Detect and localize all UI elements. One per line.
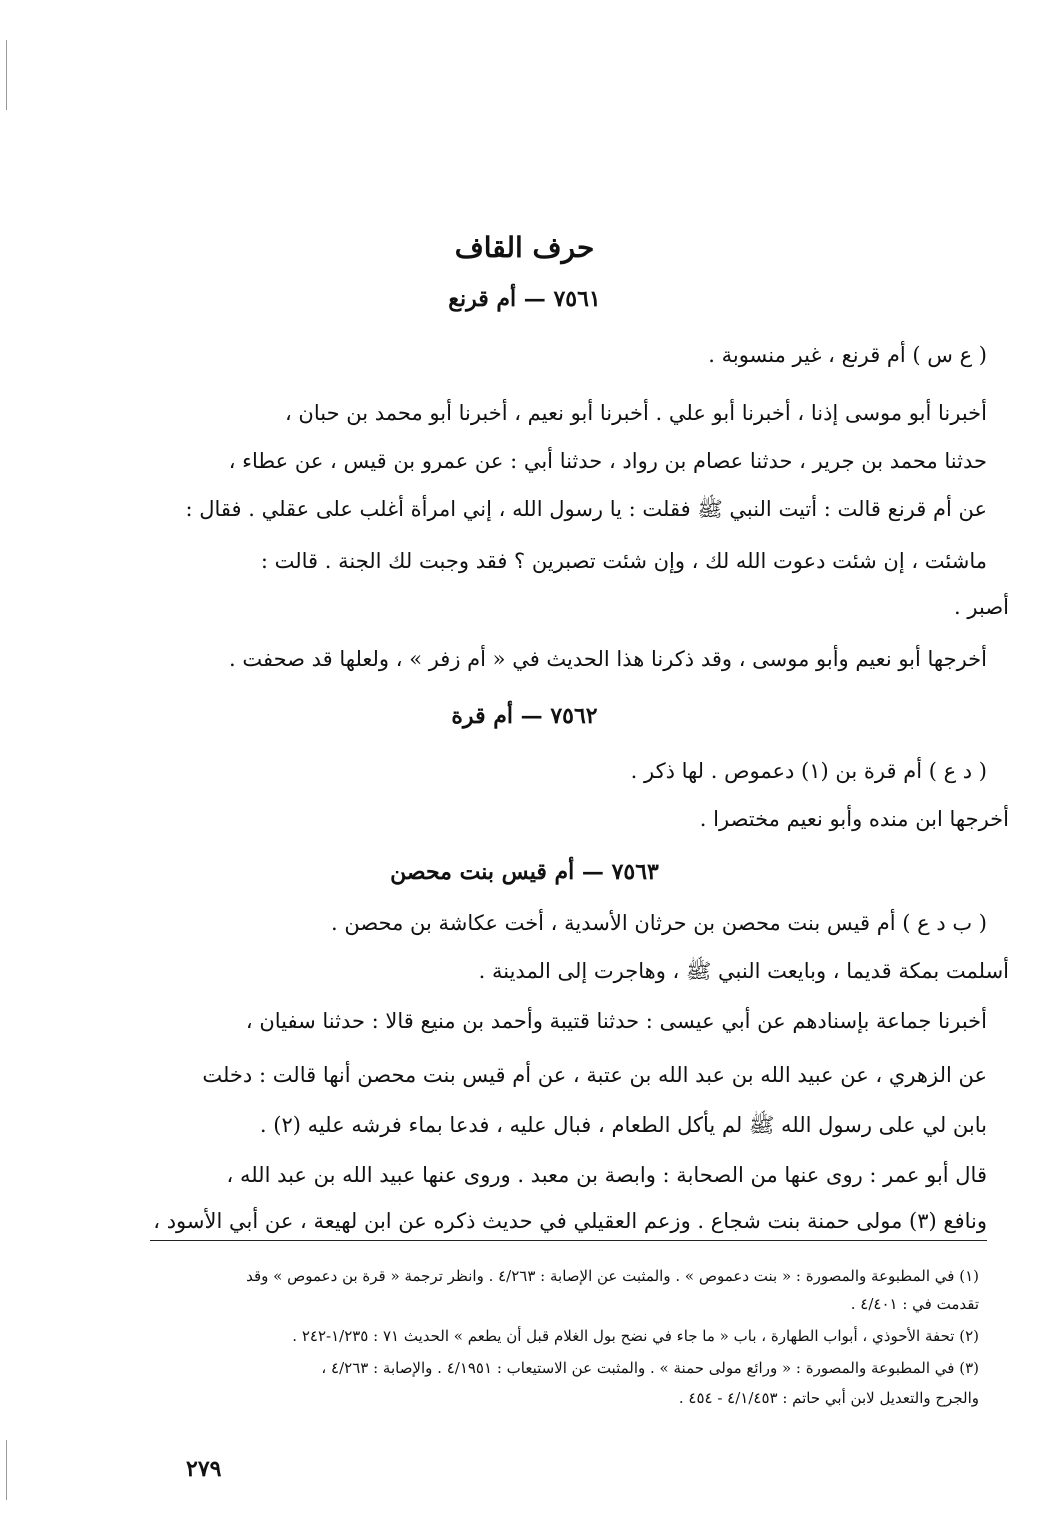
entry-title: ٧٥٦٢ — أم قرة — [451, 703, 598, 729]
scan-edge-mark — [6, 40, 7, 110]
entry-line: ( د ع ) أم قرة بن (١) دعموص . لها ذكر . — [630, 759, 987, 783]
scan-edge-mark — [6, 1440, 7, 1500]
entry-line: ماشئت ، إن شئت دعوت الله لك ، وإن شئت تصبرين ؟ فقد وجبت لك الجنة . قالت : — [260, 549, 987, 573]
footnote-divider — [150, 1240, 987, 1241]
entry-line: أخبرنا أبو موسى إذنا ، أخبرنا أبو علي . أخبرنا أبو نعيم ، أخبرنا أبو محمد بن حبان ، — [284, 401, 987, 425]
footnote-line: (٣) في المطبوعة والمصورة : « ورائع مولى حمنة » . والمثبت عن الاستيعاب : ٤/١٩٥١ . والإصابة : ٤/٢٦٣ ، — [321, 1359, 979, 1377]
entry-line: أصبر . — [954, 595, 1009, 619]
entry-line: أسلمت بمكة قديما ، وبايعت النبي ﷺ ، وهاجرت إلى المدينة . — [478, 959, 1009, 983]
footnote-line: والجرح والتعديل لابن أبي حاتم : ٤/١/٤٥٣ - ٤٥٤ . — [678, 1389, 979, 1407]
entry-line: ( ب د ع ) أم قيس بنت محصن بن حرثان الأسدية ، أخت عكاشة بن محصن . — [330, 911, 987, 935]
entry-line: عن الزهري ، عن عبيد الله بن عبد الله بن عتبة ، عن أم قيس بنت محصن أنها قالت : دخلت — [202, 1063, 987, 1087]
entry-line: بابن لي على رسول الله ﷺ لم يأكل الطعام ، فبال عليه ، فدعا بماء فرشه عليه (٢) . — [259, 1113, 987, 1137]
entry-line: عن أم قرنع قالت : أتيت النبي ﷺ فقلت : يا رسول الله ، إني امرأة أغلب على عقلي . فقال : — [185, 497, 987, 521]
entry-line: أخرجها ابن منده وأبو نعيم مختصرا . — [699, 807, 1009, 831]
section-heading: حرف القاف — [454, 231, 595, 264]
footnote-line: تقدمت في : ٤/٤٠١ . — [850, 1295, 979, 1313]
entry-line: أخبرنا جماعة بإسنادهم عن أبي عيسى : حدثنا قتيبة وأحمد بن منيع قالا : حدثنا سفيان ، — [245, 1009, 987, 1033]
entry-title: ٧٥٦٣ — أم قيس بنت محصن — [390, 859, 659, 885]
page-number: ٢٧٩ — [186, 1456, 222, 1482]
footnote-line: (١) في المطبوعة والمصورة : « بنت دعموص » . والمثبت عن الإصابة : ٤/٢٦٣ . وانظر ترجمة « قرة بن دعموص » وقد — [246, 1267, 979, 1285]
footnote-line: (٢) تحفة الأحوذي ، أبواب الطهارة ، باب « ما جاء في نضح بول الغلام قبل أن يطعم » الحديث ٧١ : ١/٢٣٥-٢٤٢ . — [292, 1327, 979, 1345]
entry-title: ٧٥٦١ — أم قرنع — [448, 286, 601, 312]
entry-line: ( ع س ) أم قرنع ، غير منسوبة . — [708, 343, 987, 367]
entry-line: قال أبو عمر : روى عنها من الصحابة : وابصة بن معبد . وروى عنها عبيد الله بن عبد الله ، — [226, 1163, 987, 1187]
entry-line: أخرجها أبو نعيم وأبو موسى ، وقد ذكرنا هذا الحديث في « أم زفر » ، ولعلها قد صحفت . — [228, 647, 987, 671]
entry-line: حدثنا محمد بن جرير ، حدثنا عصام بن رواد ، حدثنا أبي : عن عمرو بن قيس ، عن عطاء ، — [228, 449, 987, 473]
entry-line: ونافع (٣) مولى حمنة بنت شجاع . وزعم العقيلي في حديث ذكره عن ابن لهيعة ، عن أبي الأسود ، — [153, 1209, 987, 1233]
